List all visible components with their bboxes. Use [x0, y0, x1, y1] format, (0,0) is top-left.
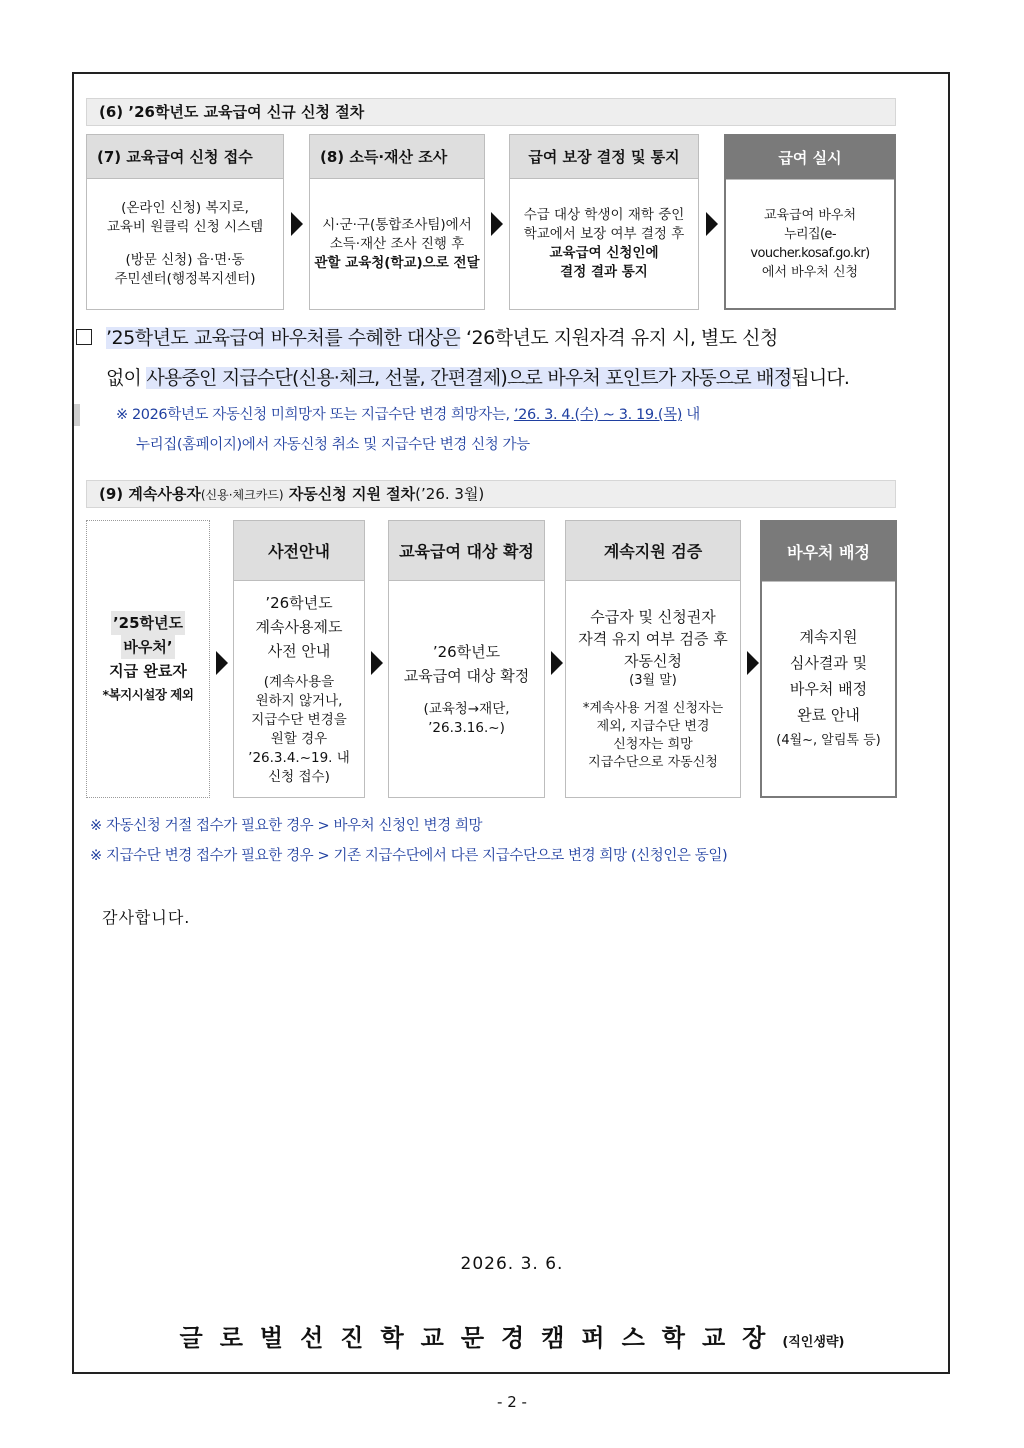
body-line: 자동신청	[624, 652, 682, 670]
sub-text: 내	[681, 407, 700, 423]
step-body	[87, 179, 283, 309]
target-line: 지급 완료자	[109, 662, 187, 680]
step-head: (7) 교육급여 신청 접수	[87, 135, 283, 179]
title-part: (’26. 3월)	[415, 485, 485, 503]
body-line: 관할 교육청(학교)으로 전달	[314, 254, 480, 271]
arrow-right-icon	[216, 651, 228, 675]
step-body	[566, 581, 740, 797]
body-line: ’26.3.4.~19. 내	[248, 750, 350, 766]
body-line: 주민센터(행정복지센터)	[114, 271, 256, 287]
step-body	[234, 581, 364, 797]
section-6-title: (6) ’26학년도 교육급여 신규 신청 절차	[86, 98, 896, 126]
body-line: 원하지 않거나,	[255, 693, 343, 709]
notice-text: ‘26학년도 지원자격 유지 시, 별도 신청	[460, 327, 778, 349]
note-1: ※ 자동신청 거절 접수가 필요한 경우 > 바우처 신청인 변경 희망	[90, 818, 483, 834]
body-line: 소득·재산 조사 진행 후	[329, 235, 465, 252]
body-line: (방문 신청) 읍·면·동	[125, 252, 245, 268]
signature-line	[0, 1318, 1024, 1353]
body-line: 계속지원	[799, 628, 858, 646]
step-body	[389, 581, 544, 797]
title-part: (신용·체크카드)	[200, 488, 284, 502]
step-head: 계속지원 검증	[566, 521, 740, 581]
title-part: (9) 계속사용자	[99, 485, 201, 503]
body-line: 교육비 원클릭 신청 시스템	[106, 219, 264, 235]
body-line: 결정 결과 통지	[560, 264, 648, 280]
body-line: (3월 말)	[629, 673, 677, 688]
body-line: 완료 안내	[797, 706, 860, 724]
sub-text: ※ 2026학년도 자동신청 미희망자 또는 지급수단 변경 희망자는,	[116, 407, 514, 423]
body-line: ’26.3.16.~)	[428, 720, 505, 736]
target-line: 바우처’	[121, 635, 174, 659]
note-2: ※ 지급수단 변경 접수가 필요한 경우 > 기존 지급수단에서 다른 지급수단으로 변경 희망 (신청인은 동일)	[90, 848, 728, 864]
arrow-right-icon	[747, 651, 759, 675]
step-head: 바우처 배정	[762, 522, 895, 582]
target-note: *복지시설장 제외	[102, 687, 194, 702]
notice-sub-2: 누리집(홈페이지)에서 자동신청 취소 및 지급수단 변경 신청 가능	[136, 437, 530, 453]
step-head: 급여 보장 결정 및 통지	[510, 135, 698, 179]
body-line: 제외, 지급수단 변경	[596, 719, 710, 734]
notice-highlight: ’25학년도 교육급여 바우처를 수혜한 대상은	[106, 327, 461, 349]
notice-text: 됩니다.	[791, 367, 850, 389]
step-body	[726, 180, 894, 308]
step-head: 급여 실시	[726, 136, 894, 180]
body-line: 누리집(e-voucher.kosaf.go.kr)	[750, 227, 870, 261]
step-head: 교육급여 대상 확정	[389, 521, 544, 581]
step-body	[762, 582, 895, 796]
body-line: (계속사용을	[263, 674, 335, 690]
body-line: 계속사용제도	[255, 618, 343, 636]
step-head: (8) 소득·재산 조사	[310, 135, 484, 179]
body-line: ’26학년도	[265, 594, 333, 612]
notice-sub-1	[116, 403, 700, 427]
step-application	[86, 134, 284, 310]
checkbox-square-icon	[76, 329, 92, 345]
body-line: 학교에서 보장 여부 결정 후	[523, 226, 685, 242]
body-line: 원할 경우	[270, 731, 328, 747]
body-line: (4월~, 알림톡 등)	[776, 733, 881, 748]
notice-line-1	[76, 323, 778, 353]
body-line: 교육급여 신청인에	[549, 245, 659, 261]
body-line: 수급자 및 신청권자	[590, 608, 716, 626]
target-body	[87, 521, 209, 797]
body-line: 수급 대상 학생이 재학 중인	[523, 207, 685, 223]
body-line: 교육급여 대상 확정	[403, 667, 530, 685]
step-body	[310, 179, 484, 309]
signer-name: 글로벌선진학교문경캠퍼스학교장	[179, 1324, 783, 1352]
arrow-right-icon	[706, 212, 718, 236]
body-line: 교육급여 바우처	[763, 208, 857, 223]
body-line: 에서 바우처 신청	[761, 265, 859, 280]
body-line: 지급수단으로 자동신청	[588, 755, 718, 770]
body-line: 바우처 배정	[789, 680, 868, 698]
step-voucher-assign	[760, 520, 897, 798]
step-pre-notice	[233, 520, 365, 798]
body-line: *계속사용 거절 신청자는	[582, 701, 724, 716]
step-continuation-check	[565, 520, 741, 798]
target-box	[86, 520, 210, 798]
notice-text: 없이	[106, 367, 147, 389]
body-line: 신청자는 희망	[613, 737, 693, 752]
arrow-right-icon	[551, 651, 563, 675]
step-income-survey	[309, 134, 485, 310]
section-9-title	[86, 480, 896, 508]
title-part: 자동신청 지원 절차	[283, 485, 416, 503]
body-line: ’26학년도	[432, 643, 501, 661]
arrow-right-icon	[371, 651, 383, 675]
notice-line-2	[106, 363, 849, 393]
date-range: ’26. 3. 4.(수) ~ 3. 19.(목)	[513, 407, 682, 423]
step-decision	[509, 134, 699, 310]
document-date: 2026. 3. 6.	[460, 1254, 564, 1274]
body-line: 자격 유지 여부 검증 후	[578, 630, 728, 648]
target-line: ’25학년도	[111, 611, 185, 635]
body-line: (교육청→재단,	[423, 701, 510, 717]
step-body	[510, 179, 698, 309]
step-payment	[724, 134, 896, 310]
body-line: 신청 접수)	[268, 769, 330, 785]
page-number: - 2 -	[497, 1393, 527, 1411]
step-target-confirm	[388, 520, 545, 798]
closing-text: 감사합니다.	[102, 908, 191, 927]
step-head: 사전안내	[234, 521, 364, 581]
body-line: 지급수단 변경을	[251, 712, 347, 728]
seal-note: (직인생략)	[782, 1335, 845, 1350]
body-line: 사전 안내	[267, 642, 331, 660]
arrow-right-icon	[491, 212, 503, 236]
body-line: (온라인 신청) 복지로,	[121, 200, 249, 216]
body-line: 시·군·구(통합조사팀)에서	[322, 216, 472, 233]
margin-marker	[74, 404, 80, 426]
arrow-right-icon	[291, 212, 303, 236]
body-line: 심사결과 및	[789, 654, 868, 672]
notice-highlight: 사용중인 지급수단(신용·체크, 선불, 간편결제)으로 바우처 포인트가 자동으로 배정	[146, 367, 792, 389]
